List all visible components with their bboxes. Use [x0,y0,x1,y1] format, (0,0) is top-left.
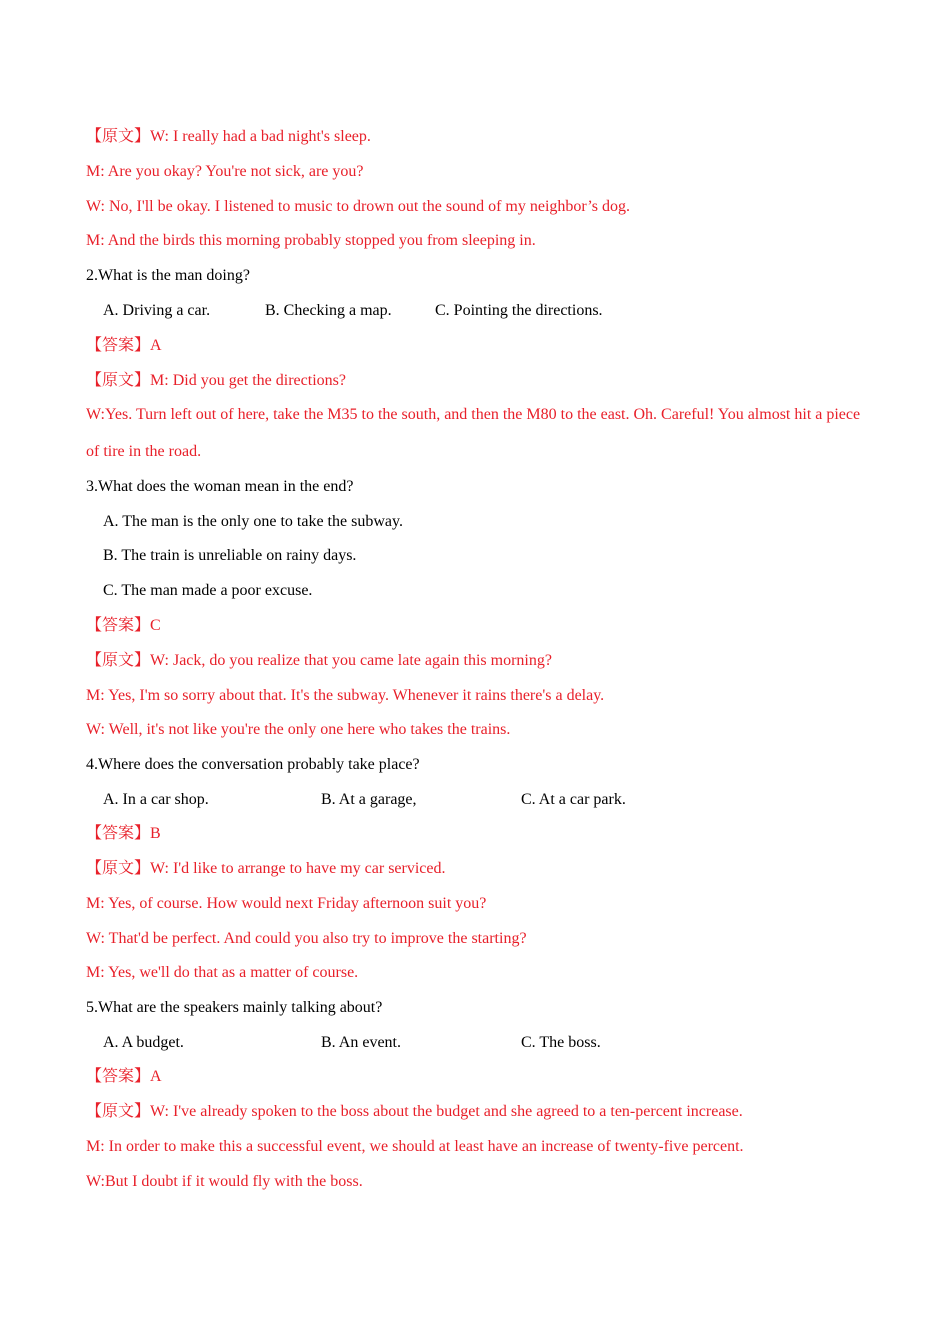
q4-option-a: A. In a car shop. [103,791,209,808]
q4-question: 4.Where does the conversation probably take place? [86,756,420,773]
q5-transcript-line-2: M: In order to make this a successful event, we should at least have an increase of twenty-five percent. [86,1138,744,1155]
q3-transcript-line-2: M: Yes, I'm so sorry about that. It's the subway. Whenever it rains there's a delay. [86,687,605,704]
q2-transcript-line-1: 【原文】M: Did you get the directions? [86,372,346,389]
q3-option-b: B. The train is unreliable on rainy days. [103,547,357,564]
q2-transcript-line-2: W:Yes. Turn left out of here, take the M35 to the south, and then the M80 to the east. Oh. Careful! You almost hit a piece of tire in the road. [86,406,861,460]
q5-answer: 【答案】A [86,1068,162,1085]
q2-option-a: A. Driving a car. [103,302,211,319]
transcript-tag: 【原文】 [86,128,151,145]
q3-question: 3.What does the woman mean in the end? [86,478,354,495]
q5-option-a: A. A budget. [103,1034,184,1051]
q5-option-b: B. An event. [321,1034,401,1051]
q5-transcript-line-1: 【原文】W: I've already spoken to the boss about the budget and she agreed to a ten-percent increase. [86,1103,743,1120]
q1-transcript-line-3: W: No, I'll be okay. I listened to music to drown out the sound of my neighbor’s dog. [86,198,630,215]
q3-answer: 【答案】C [86,617,161,634]
q2-answer: 【答案】A [86,337,162,354]
q4-answer: 【答案】B [86,825,161,842]
q4-transcript-line-1: 【原文】W: I'd like to arrange to have my car serviced. [86,860,446,877]
q3-option-a: A. The man is the only one to take the subway. [103,513,403,530]
q3-option-c: C. The man made a poor excuse. [103,582,313,599]
q5-transcript-line-3: W:But I doubt if it would fly with the boss. [86,1173,363,1190]
q5-option-c: C. The boss. [521,1034,601,1051]
q2-option-b: B. Checking a map. [265,302,392,319]
q4-transcript-line-2: M: Yes, of course. How would next Friday afternoon suit you? [86,895,487,912]
q2-question: 2.What is the man doing? [86,267,250,284]
q4-option-c: C. At a car park. [521,791,626,808]
q4-transcript-line-3: W: That'd be perfect. And could you also try to improve the starting? [86,930,527,947]
q1-transcript-line-4: M: And the birds this morning probably stopped you from sleeping in. [86,232,536,249]
q1-transcript-line-1: 【原文】W: I really had a bad night's sleep. [86,128,371,145]
q4-transcript-line-4: M: Yes, we'll do that as a matter of course. [86,964,359,981]
q2-option-c: C. Pointing the directions. [435,302,603,319]
q4-option-b: B. At a garage, [321,791,417,808]
q1-transcript-line-2: M: Are you okay? You're not sick, are you? [86,163,364,180]
q3-transcript-line-3: W: Well, it's not like you're the only one here who takes the trains. [86,721,511,738]
q5-question: 5.What are the speakers mainly talking about? [86,999,383,1016]
q3-transcript-line-1: 【原文】W: Jack, do you realize that you came late again this morning? [86,652,552,669]
